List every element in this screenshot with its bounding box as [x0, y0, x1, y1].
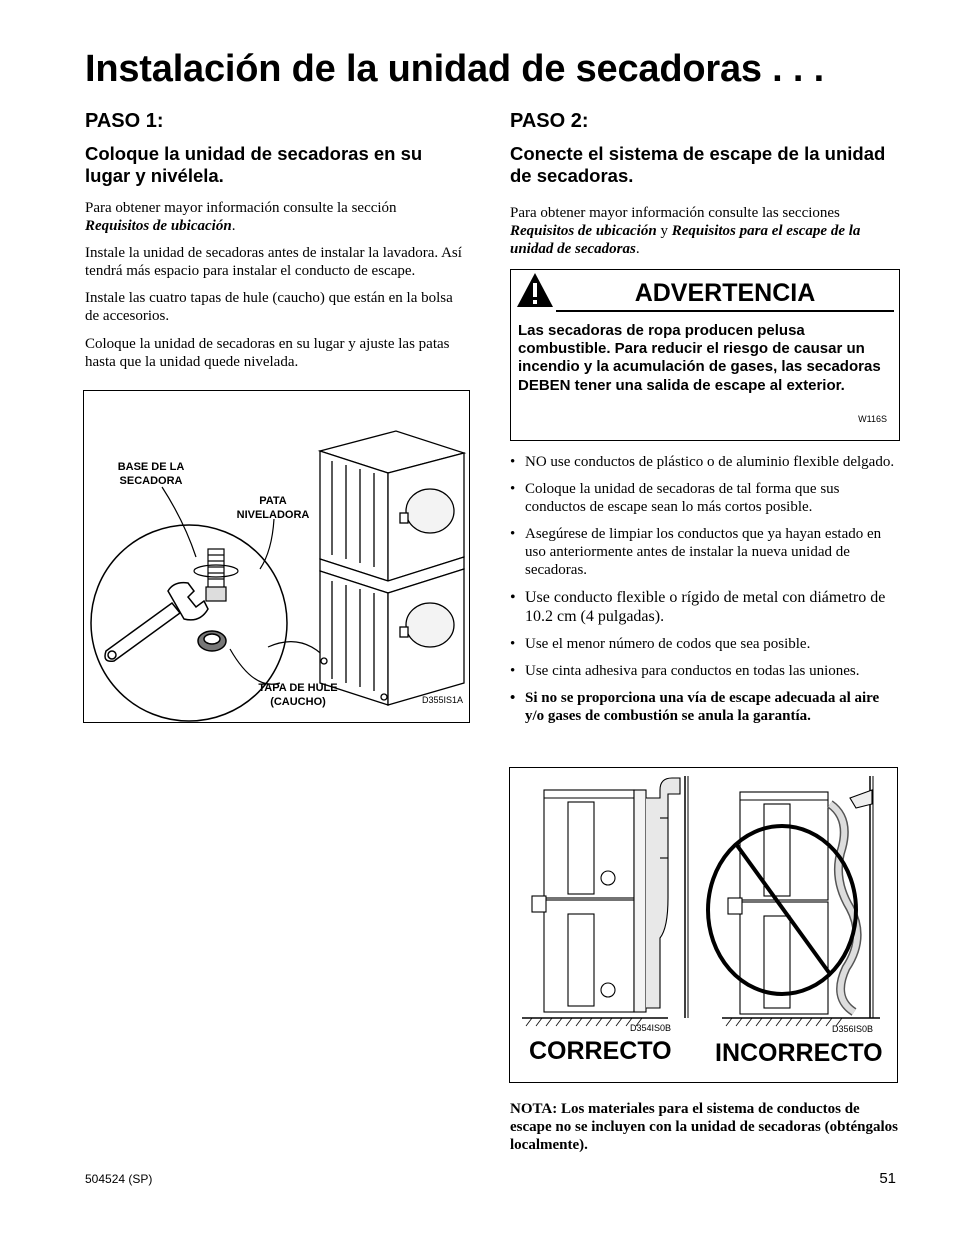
warning-title: ADVERTENCIA [634, 279, 816, 307]
label-leveling-leg: PATA NIVELADORA [236, 495, 310, 521]
leveling-leg-icon [194, 549, 238, 601]
list-item: • Use el menor número de codos que sea posible. [510, 635, 900, 653]
figure-code-incorrect: D356IS0B [832, 1024, 874, 1034]
reference-escape: Requisitos para el escape de la unidad de secadoras [510, 223, 861, 257]
figure-code: D355IS1A [422, 695, 464, 705]
list-item-warranty: • Si no se proporciona una vía de escape adecuada al aire y/o gases de combustión se anula la garantía. [510, 689, 900, 725]
label-dryer-base: BASE DE LA SECADORA [117, 461, 185, 487]
list-item: • Coloque la unidad de secadoras de tal forma que sus conductos de escape sean lo más cortos posible. [510, 480, 900, 516]
step1-paragraph-2: Instale la unidad de secadoras antes de instalar la lavadora. Así tendrá más espacio para instalar el conducto de escape. [85, 245, 462, 279]
step1-paragraph-4: Coloque la unidad de secadoras en su lugar y ajuste las patas hasta que la unidad quede nivelada. [85, 336, 450, 370]
warning-divider [556, 310, 894, 312]
step2-heading: PASO 2: [510, 110, 589, 132]
list-item: • Use conducto flexible o rígido de metal con diámetro de 10.2 cm (4 pulgadas). [510, 588, 900, 626]
list-item: • NO use conductos de plástico o de aluminio flexible delgado. [510, 453, 900, 471]
list-item: • Use cinta adhesiva para conductos en todas las uniones. [510, 662, 900, 680]
exhaust-guidelines-list [510, 453, 900, 725]
step1-heading: PASO 1: [85, 110, 164, 132]
step1-subheading: Coloque la unidad de secadoras en su lugar y nivélela. [85, 143, 423, 186]
step1-paragraph-3: Instale las cuatro tapas de hule (caucho) que están en la bolsa de accesorios. [85, 290, 453, 324]
label-rubber-cap: TAPA DE HULE (CAUCHO) [258, 682, 338, 708]
warning-text: Las secadoras de ropa producen pelusa combustible. Para reducir el riesgo de causar un incendio y la acumulación de gases, las secadoras DEBEN tener una salida de escape al exterior. [518, 322, 881, 394]
note-text: NOTA: Los materiales para el sistema de conductos de escape no se incluyen con la unidad de secadoras (obténgalos localmente). [510, 1101, 898, 1153]
label-correct: CORRECTO [529, 1037, 672, 1065]
stacked-dryer-unit [320, 431, 464, 705]
leveling-figure [83, 390, 470, 723]
reference-ubicacion: Requisitos de ubicación [510, 223, 657, 239]
step2-intro: Para obtener mayor información consulte las secciones Requisitos de ubicación y Requisitos para el escape de la unidad de secadoras. [510, 205, 861, 257]
step2-subheading: Conecte el sistema de escape de la unidad de secadoras. [510, 143, 886, 186]
label-incorrect: INCORRECTO [715, 1039, 883, 1067]
document-number: 504524 (SP) [85, 1172, 153, 1186]
exhaust-comparison-illustration [510, 768, 897, 1082]
figure-code-correct: D354IS0B [630, 1023, 672, 1033]
page-title: Instalación de la unidad de secadoras . . . [85, 48, 824, 90]
exhaust-comparison-figure [509, 767, 898, 1083]
step1-p1-text: Para obtener mayor información consulte la sección [85, 200, 397, 216]
warning-triangle-icon [515, 271, 555, 309]
step1-paragraph-1: Para obtener mayor información consulte la sección Requisitos de ubicación. [85, 200, 397, 234]
correct-installation-drawing [522, 776, 688, 1026]
rubber-cap-icon [198, 631, 226, 651]
warning-code: W116S [858, 414, 887, 424]
wrench-icon [105, 583, 208, 662]
list-item: • Asegúrese de limpiar los conductos que ya hayan estado en uso anteriormente antes de instalar la nueva unidad de secadoras. [510, 525, 900, 579]
dryer-leveling-illustration [84, 391, 469, 722]
step1-p1-reference: Requisitos de ubicación [85, 218, 232, 234]
page-number: 51 [879, 1170, 896, 1187]
